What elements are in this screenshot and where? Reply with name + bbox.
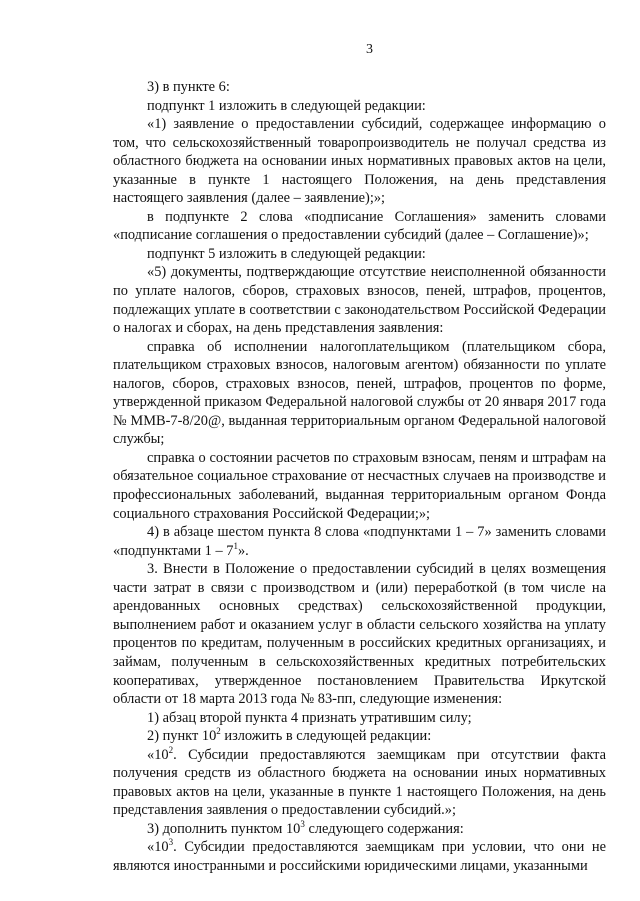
paragraph-item-4-text: 4) в абзаце шестом пункта 8 слова «подпунктами 1 – 7» заменить словами «подпунктами 1 – 7 [113,524,606,559]
paragraph-subpoint-1-text: «1) заявление о предоставлении субсидий, содержащее информацию о том, что сельскохозяйственный товаропроизводитель не получал средства из областного бюджета на основании иных нормативных правовых актов на цели, указанные в пункте 1 настоящего Положения, на день представления настоящего заявления (далее – заявление);»; [113,116,606,207]
paragraph-point-10-2-sup: 2 [168,744,174,755]
paragraph-point-10-2-start: «10 [147,746,169,763]
paragraph-point-10-3 [113,838,606,875]
paragraph-point-10-2-text: . Субсидии предоставляются заемщикам при отсутствии факта получения средств из областного бюджета на основании иных нормативных правовых актов на цели, указанные в пункте 1 настоящего Положения, на день представления заявления о предоставлении субсидий.»; [113,746,606,819]
paragraph-subpoint-1-intro: подпункт 1 изложить в следующей редакции: [147,97,426,114]
paragraph-item-3-header: 3) в пункте 6: [147,79,230,95]
paragraph-change-3-sup: 3 [300,819,305,830]
paragraph-change-3-text: 3) дополнить пунктом 10 [147,820,301,837]
paragraph-change-3-end: следующего содержания: [304,820,464,837]
paragraph-subpoint-2-change: в подпункте 2 слова «подписание Соглашения» заменить словами «подписание соглашения о предоставлении субсидий (далее – Соглашение)»; [113,208,606,244]
document-body [113,78,606,876]
paragraph-point-10-3-text: . Субсидии предоставляются заемщикам при условии, что они не являются иностранными и российскими юридическими лицами, указанными [113,839,606,874]
paragraph-change-2-end: изложить в следующей редакции: [220,728,432,745]
paragraph-point-10-3-start: «10 [147,839,169,856]
paragraph-item-4-end: ». [237,542,249,559]
paragraph-subpoint-5-intro: подпункт 5 изложить в следующей редакции: [147,245,426,262]
paragraph-change-3 [113,820,606,839]
paragraph-change-2 [113,727,606,746]
paragraph-change-2-sup: 2 [216,726,221,737]
paragraph-change-2-text: 2) пункт 10 [147,728,217,745]
paragraph-item-4 [113,523,606,560]
paragraph-item-4-sup: 1 [233,540,238,551]
paragraph-subpoint-5-text: «5) документы, подтверждающие отсутствие неисполненной обязанности по уплате налогов, сборов, страховых взносов, пеней, штрафов, процентов, подлежащих уплате в соответствии с законодательством Российской Федерации о налогах и сборах, на день представления заявления: [113,264,606,337]
paragraph-change-1: 1) абзац второй пункта 4 признать утратившим силу; [147,709,472,726]
paragraph-point-10-3-sup: 3 [168,837,174,848]
paragraph-tax-certificate: справка об исполнении налогоплательщиком (плательщиком сбора, плательщиком страховых взносов, налоговым агентом) обязанности по уплате налогов, сборов, страховых взносов, пеней, штрафов, процентов по форме, утвержденной приказом Федеральной налоговой службы от 20 января 2017 года № ММВ-7-8/20@, выданная территориальным органом Федеральной налоговой службы; [113,338,606,448]
paragraph-point-10-2 [113,746,606,820]
page-number: 3 [366,42,373,57]
paragraph-insurance-certificate: справка о состоянии расчетов по страховым взносам, пеням и штрафам на обязательное социальное страхование от несчастных случаев на производстве и профессиональных заболеваний, выданная территориальным органом Фонда социального страхования Российской Федерации;»; [113,449,606,522]
paragraph-section-3: 3. Внести в Положение о предоставлении субсидий в целях возмещения части затрат в связи с производством и (или) переработкой (в том числе на арендованных основных средствах) сельскохозяйственной продукции, выполнением работ и оказанием услуг в области сельского хозяйства на уплату процентов по кредитам, полученным в российских кредитных организациях, и займам, полученным в сельскохозяйственных кредитных потребительских кооперативах, утвержденное постановлением Правительства Иркутской области от 18 марта 2013 года № 83-пп, следующие изменения: [113,561,606,708]
